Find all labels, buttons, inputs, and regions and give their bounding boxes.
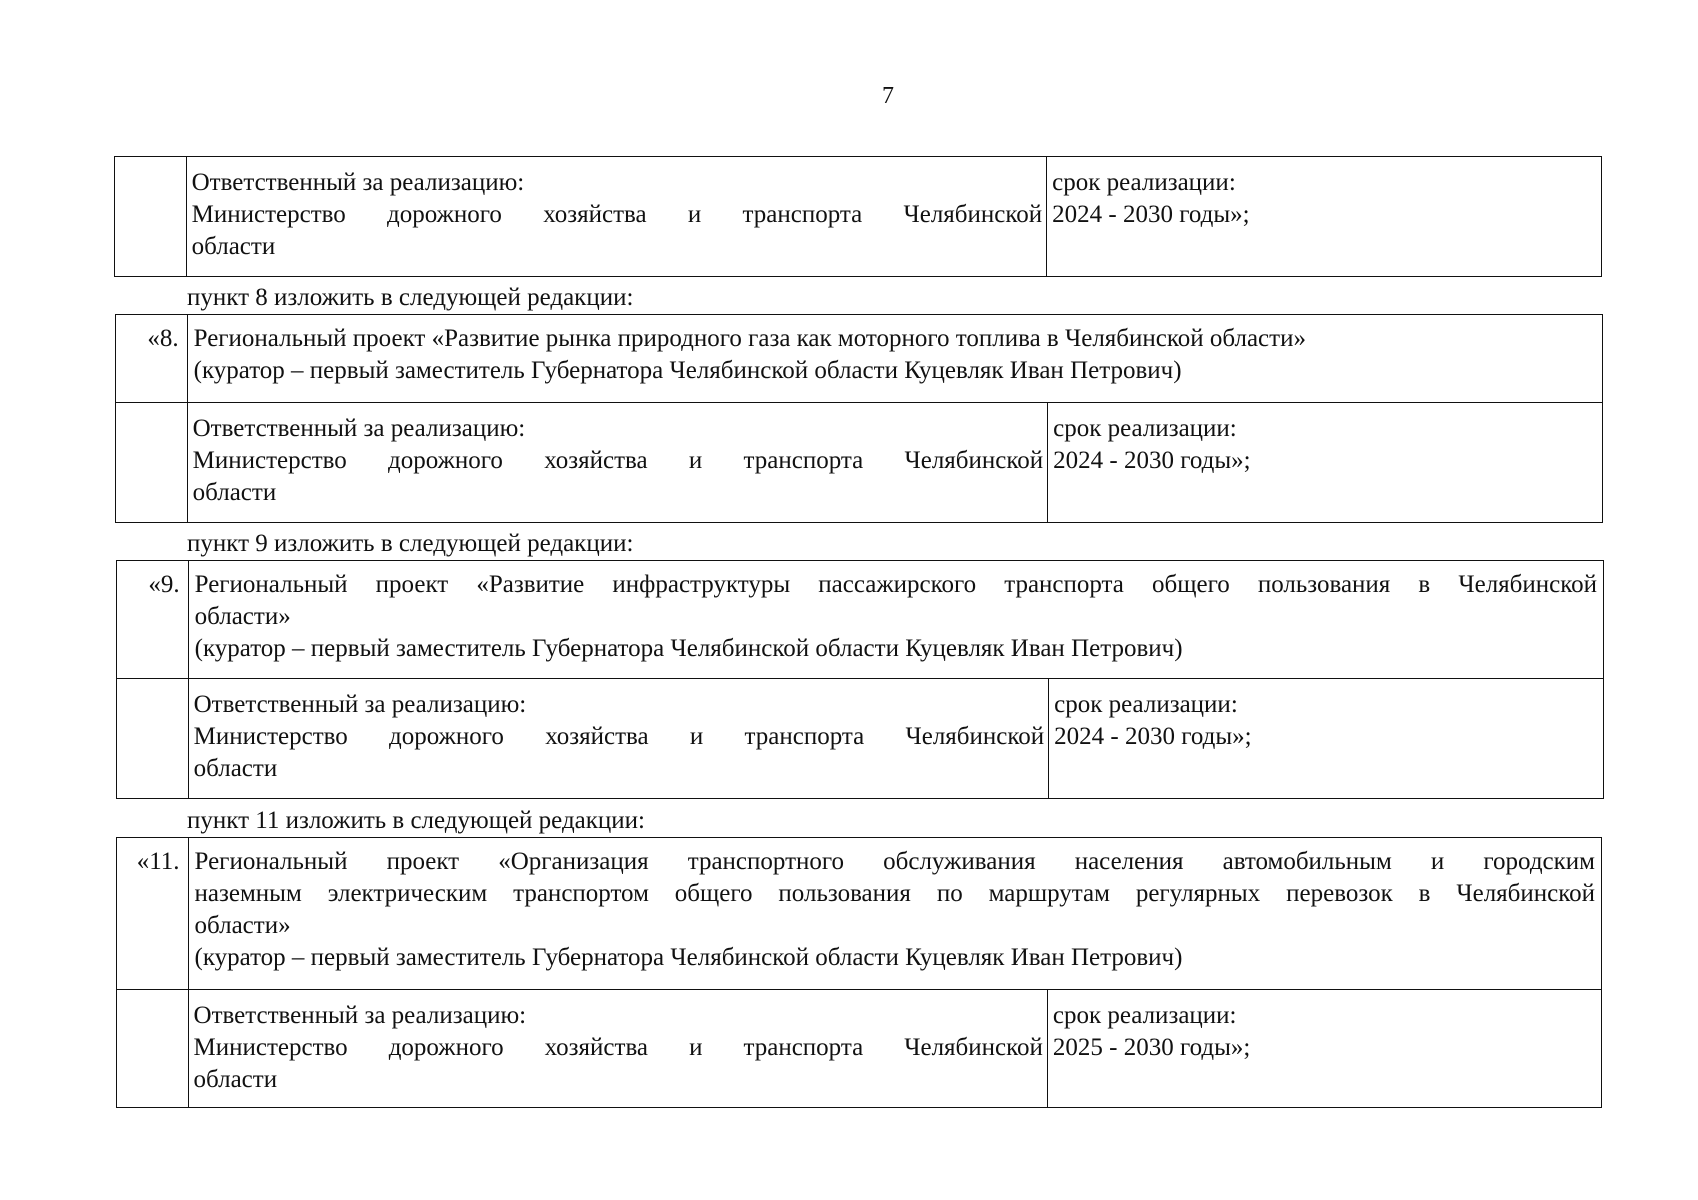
instruction-item-8: пункт 8 изложить в следующей редакции: bbox=[187, 284, 634, 311]
responsible-label: Ответственный за реализацию: bbox=[193, 1002, 527, 1029]
ministry-name: Министерство дорожного хозяйства и транспорта Челябинской bbox=[193, 723, 1045, 750]
deadline-label: срок реализации: bbox=[1054, 691, 1238, 718]
responsible-cell bbox=[188, 990, 1047, 1108]
deadline-value: 2024 - 2030 годы»; bbox=[1052, 201, 1250, 228]
deadline-label: срок реализации: bbox=[1052, 169, 1236, 196]
deadline-value: 2024 - 2030 годы»; bbox=[1054, 723, 1252, 750]
responsible-cell bbox=[187, 403, 1048, 523]
page-number: 7 bbox=[882, 83, 894, 109]
responsible-cell bbox=[188, 679, 1049, 799]
deadline-value: 2025 - 2030 годы»; bbox=[1052, 1034, 1251, 1061]
item-9-table bbox=[116, 560, 1604, 799]
number-cell-empty bbox=[116, 403, 188, 523]
ministry-name-end: области bbox=[193, 1066, 278, 1093]
item-8-table bbox=[115, 314, 1603, 523]
item-number: «11. bbox=[117, 838, 189, 990]
number-cell-empty bbox=[117, 679, 189, 799]
number-cell-empty bbox=[117, 990, 189, 1108]
item-11-table bbox=[116, 837, 1602, 1108]
ministry-name: Министерство дорожного хозяйства и транспорта Челябинской bbox=[191, 201, 1043, 228]
ministry-name-end: области bbox=[191, 233, 276, 260]
deadline-cell bbox=[1049, 679, 1604, 799]
deadline-label: срок реализации: bbox=[1053, 415, 1237, 442]
ministry-name: Министерство дорожного хозяйства и транспорта Челябинской bbox=[193, 1034, 1043, 1061]
item-number: «8. bbox=[116, 315, 188, 403]
deadline-label: срок реализации: bbox=[1052, 1002, 1237, 1029]
responsible-label: Ответственный за реализацию: bbox=[193, 691, 527, 718]
deadline-value: 2024 - 2030 годы»; bbox=[1053, 447, 1251, 474]
project-title: Региональный проект «Развитие рынка природного газа как моторного топлива в Челябинской области» bbox=[193, 325, 1306, 352]
curator-line: (куратор – первый заместитель Губернатора Челябинской области Куцевляк Иван Петрович) bbox=[194, 944, 1183, 971]
ministry-name-end: области bbox=[192, 479, 277, 506]
responsible-cell bbox=[186, 157, 1047, 277]
curator-line: (куратор – первый заместитель Губернатора Челябинской области Куцевляк Иван Петрович) bbox=[194, 635, 1183, 662]
instruction-item-9: пункт 9 изложить в следующей редакции: bbox=[187, 530, 634, 557]
deadline-cell bbox=[1048, 403, 1603, 523]
curator-line: (куратор – первый заместитель Губернатора Челябинской области Куцевляк Иван Петрович) bbox=[193, 357, 1182, 384]
deadline-cell bbox=[1047, 157, 1602, 277]
project-cell bbox=[187, 315, 1602, 403]
project-title: Региональный проект «Развитие инфраструктуры пассажирского транспорта общего пользования в Челябинской bbox=[194, 571, 1597, 598]
continuation-table bbox=[114, 156, 1602, 277]
project-title-end: области» bbox=[194, 912, 291, 939]
instruction-item-11: пункт 11 изложить в следующей редакции: bbox=[187, 807, 645, 834]
project-title-end: области» bbox=[194, 603, 291, 630]
project-cell bbox=[188, 561, 1603, 679]
project-title-cont: наземным электрическим транспортом общего пользования по маршрутам регулярных перевозок в Челябинской bbox=[194, 880, 1595, 907]
project-cell bbox=[188, 838, 1601, 990]
number-cell-empty bbox=[115, 157, 187, 277]
ministry-name: Министерство дорожного хозяйства и транспорта Челябинской bbox=[192, 447, 1044, 474]
responsible-label: Ответственный за реализацию: bbox=[191, 169, 525, 196]
ministry-name-end: области bbox=[193, 755, 278, 782]
project-title: Региональный проект «Организация транспортного обслуживания населения автомобильным и городским bbox=[194, 848, 1595, 875]
deadline-cell bbox=[1047, 990, 1601, 1108]
item-number: «9. bbox=[117, 561, 189, 679]
responsible-label: Ответственный за реализацию: bbox=[192, 415, 526, 442]
